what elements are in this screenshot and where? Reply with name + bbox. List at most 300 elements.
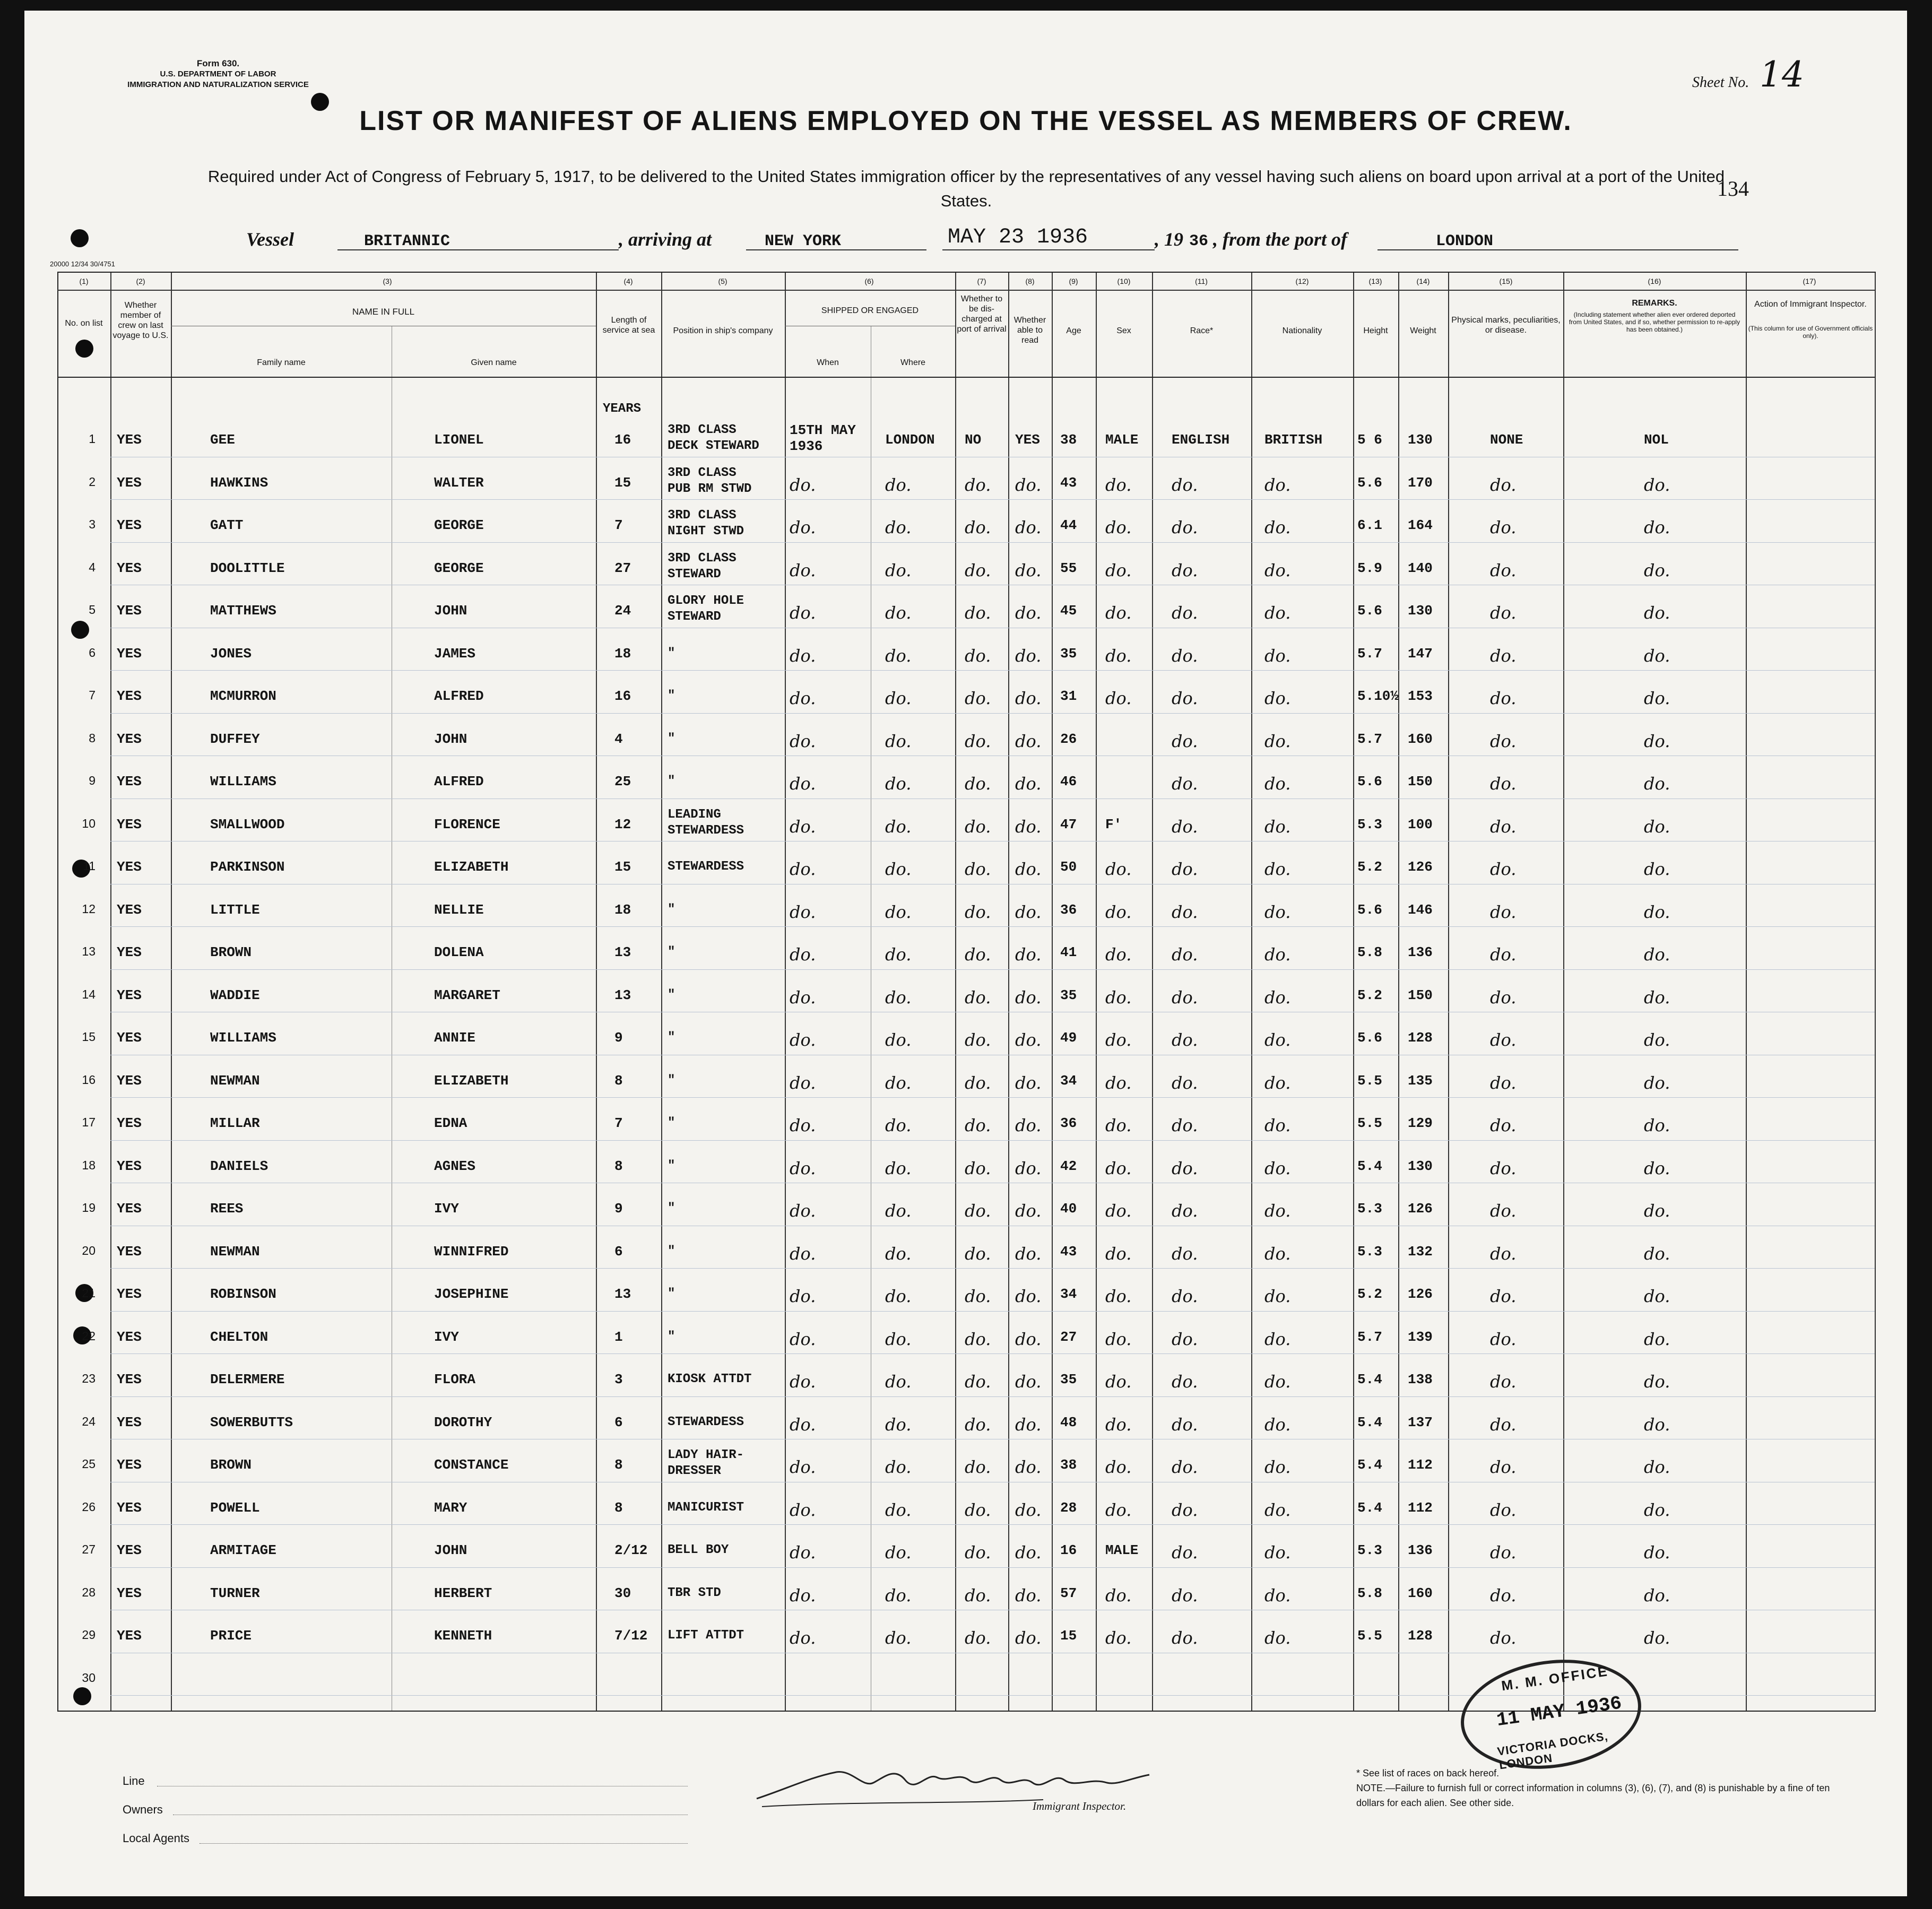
years-label: YEARS — [603, 402, 642, 416]
cell-remarks: do. — [1644, 987, 1670, 1008]
col-number: (7) — [977, 277, 986, 285]
cell-race: do. — [1172, 1457, 1198, 1477]
header-race: Race* — [1190, 326, 1214, 335]
cell-given: ANNIE — [434, 1030, 476, 1046]
cell-nat: do. — [1264, 1243, 1291, 1264]
cell-prev: YES — [117, 1329, 142, 1345]
cell-where: do. — [885, 1372, 912, 1392]
cell-family: LITTLE — [210, 901, 260, 918]
cell-read: do. — [1015, 901, 1042, 922]
col-number: (8) — [1025, 277, 1035, 285]
cell-height: 5.5 — [1357, 1072, 1382, 1089]
cell-disch: do. — [965, 1030, 991, 1050]
row-number: 17 — [82, 1115, 96, 1129]
cell-service: 1 — [614, 1329, 623, 1345]
cell-position: " — [668, 945, 675, 959]
cell-read: do. — [1015, 1286, 1042, 1306]
row-number: 5 — [89, 603, 96, 617]
cell-sex: do. — [1105, 1499, 1132, 1520]
cell-family: TURNER — [210, 1585, 260, 1601]
cell-where: do. — [885, 859, 912, 879]
cell-read: do. — [1015, 645, 1042, 666]
cell-where: do. — [885, 1243, 912, 1264]
cell-nat: do. — [1264, 1158, 1291, 1178]
cell-prev: YES — [117, 901, 142, 918]
row-number: 27 — [82, 1542, 96, 1556]
cell-disch: do. — [965, 731, 991, 751]
cell-given: CONSTANCE — [434, 1457, 509, 1473]
cell-phys: do. — [1490, 1329, 1517, 1349]
cell-position: " — [668, 774, 675, 788]
header-sex: Sex — [1116, 326, 1131, 335]
row-number: 22 — [82, 1329, 96, 1343]
col-number: (12) — [1295, 277, 1309, 285]
cell-family: NEWMAN — [210, 1243, 260, 1260]
cell-service: 27 — [614, 560, 631, 576]
cell-remarks: do. — [1644, 1542, 1670, 1563]
sheet-number: 14 — [1760, 54, 1804, 95]
cell-race: do. — [1172, 1072, 1198, 1093]
cell-sex: do. — [1105, 944, 1132, 965]
cell-service: 9 — [614, 1030, 623, 1046]
header-length-service: Length of service at sea — [602, 316, 655, 335]
row-number: 2 — [89, 474, 96, 489]
cell-sex: do. — [1105, 1072, 1132, 1093]
cell-service: 7 — [614, 517, 623, 533]
cell-height: 5.6 — [1357, 901, 1382, 918]
cell-height: 5.3 — [1357, 1542, 1382, 1558]
cell-where: do. — [885, 1030, 912, 1050]
cell-nat: do. — [1264, 1542, 1291, 1563]
col-number: (16) — [1648, 277, 1661, 285]
cell-nat: do. — [1264, 816, 1291, 837]
cell-where: do. — [885, 1201, 912, 1221]
cell-weight: 138 — [1408, 1372, 1433, 1387]
cell-disch: do. — [965, 1286, 991, 1306]
cell-weight: 132 — [1408, 1243, 1433, 1260]
cell-remarks: do. — [1644, 901, 1670, 922]
cell-prev: YES — [117, 432, 142, 448]
cell-race: do. — [1172, 1414, 1198, 1435]
cell-remarks: do. — [1644, 1585, 1670, 1606]
cell-position: STEWARD — [668, 610, 721, 624]
cell-weight: 126 — [1408, 859, 1433, 875]
cell-position: 3RD CLASS — [668, 551, 737, 566]
cell-when: do. — [790, 645, 816, 666]
cell-nat: do. — [1264, 1499, 1291, 1520]
header-position: Position in ship's company — [673, 326, 773, 335]
cell-disch: do. — [965, 1628, 991, 1648]
cell-position: " — [668, 1287, 675, 1301]
cell-race: do. — [1172, 987, 1198, 1008]
cell-position: " — [668, 1073, 675, 1088]
cell-position: " — [668, 1158, 675, 1173]
header-nationality: Nationality — [1282, 326, 1322, 335]
cell-position: BELL BOY — [668, 1543, 729, 1557]
row-number: 16 — [82, 1072, 96, 1087]
cell-given: FLORENCE — [434, 816, 500, 832]
header-family-name: Family name — [257, 358, 306, 367]
cell-remarks: do. — [1644, 1115, 1670, 1135]
cell-disch: do. — [965, 1115, 991, 1135]
cell-phys: do. — [1490, 645, 1517, 666]
cell-nat: do. — [1264, 731, 1291, 751]
col-number: (15) — [1499, 277, 1513, 285]
cell-where: do. — [885, 1542, 912, 1563]
cell-age: 43 — [1060, 1243, 1077, 1260]
row-number: 23 — [82, 1372, 96, 1385]
cell-phys: do. — [1490, 1499, 1517, 1520]
cell-race: do. — [1172, 688, 1198, 708]
cell-family: WADDIE — [210, 987, 260, 1003]
cell-read: do. — [1015, 1158, 1042, 1178]
cell-service: 7 — [614, 1115, 623, 1131]
line-label: Line — [123, 1774, 145, 1787]
col-number: (10) — [1117, 277, 1131, 285]
cell-age: 35 — [1060, 1372, 1077, 1387]
cell-weight: 135 — [1408, 1072, 1433, 1089]
cell-remarks: do. — [1644, 1030, 1670, 1050]
cell-read: do. — [1015, 560, 1042, 580]
cell-race: do. — [1172, 859, 1198, 879]
cell-sex: do. — [1105, 1115, 1132, 1135]
cell-read: do. — [1015, 944, 1042, 965]
cell-prev: YES — [117, 1542, 142, 1558]
cell-age: 36 — [1060, 1115, 1077, 1131]
cell-weight: 136 — [1408, 1542, 1433, 1558]
cell-age: 16 — [1060, 1542, 1077, 1558]
cell-given: HERBERT — [434, 1585, 492, 1601]
cell-family: PRICE — [210, 1628, 252, 1644]
cell-service: 16 — [614, 432, 631, 448]
cell-remarks: do. — [1644, 816, 1670, 837]
cell-position: 3RD CLASS — [668, 465, 737, 480]
cell-weight: 140 — [1408, 560, 1433, 576]
cell-height: 6.1 — [1357, 517, 1382, 533]
cell-position: 3RD CLASS — [668, 508, 737, 523]
cell-when: do. — [790, 1499, 816, 1520]
cell-disch: do. — [965, 1372, 991, 1392]
cell-family: POWELL — [210, 1499, 260, 1516]
cell-disch: do. — [965, 645, 991, 666]
cell-prev: YES — [117, 1499, 142, 1516]
cell-when: do. — [790, 901, 816, 922]
cell-disch: do. — [965, 688, 991, 708]
cell-prev: YES — [117, 560, 142, 576]
cell-family: BROWN — [210, 944, 252, 960]
cell-sex: do. — [1105, 859, 1132, 879]
cell-position: LADY HAIR- — [668, 1448, 744, 1462]
cell-service: 16 — [614, 688, 631, 704]
cell-height: 5.4 — [1357, 1414, 1382, 1430]
cell-disch: do. — [965, 987, 991, 1008]
cell-where: do. — [885, 1115, 912, 1135]
cell-phys: do. — [1490, 944, 1517, 965]
arriving-label: , arriving at — [619, 229, 712, 250]
cell-service: 6 — [614, 1414, 623, 1430]
cell-prev: YES — [117, 1286, 142, 1302]
cell-remarks: do. — [1644, 517, 1670, 537]
cell-age: 47 — [1060, 816, 1077, 832]
cell-sex: do. — [1105, 1457, 1132, 1477]
col-number: (9) — [1069, 277, 1078, 285]
cell-weight: 128 — [1408, 1628, 1433, 1644]
header-remarks: REMARKS. — [1632, 299, 1677, 308]
cell-when: do. — [790, 1158, 816, 1178]
cell-height: 5.7 — [1357, 645, 1382, 662]
cell-given: IVY — [434, 1201, 459, 1217]
cell-prev: YES — [117, 859, 142, 875]
col-number: (3) — [383, 277, 392, 285]
cell-sex: do. — [1105, 987, 1132, 1008]
cell-when: do. — [790, 1628, 816, 1648]
cell-height: 5.5 — [1357, 1115, 1382, 1131]
cell-position: " — [668, 987, 675, 1002]
cell-prev: YES — [117, 1072, 142, 1089]
batch-number: 134 — [1717, 177, 1749, 201]
cell-age: 26 — [1060, 731, 1077, 747]
cell-disch: do. — [965, 859, 991, 879]
cell-given: MARGARET — [434, 987, 500, 1003]
inspector-label: Immigrant Inspector. — [1033, 1800, 1127, 1812]
cell-when: do. — [790, 1542, 816, 1563]
cell-age: 55 — [1060, 560, 1077, 576]
cell-race: do. — [1172, 774, 1198, 794]
cell-remarks: do. — [1644, 688, 1670, 708]
owners-label: Owners — [123, 1803, 163, 1816]
cell-family: GATT — [210, 517, 244, 533]
cell-service: 12 — [614, 816, 631, 832]
cell-height: 5.4 — [1357, 1158, 1382, 1174]
header-action-note: (This column for use of Government officials only). — [1748, 325, 1873, 340]
cell-when: 1936 — [790, 438, 823, 454]
cell-when: do. — [790, 517, 816, 537]
cell-age: 35 — [1060, 645, 1077, 662]
col-number: (5) — [718, 277, 727, 285]
cell-height: 5.6 — [1357, 1030, 1382, 1046]
year-label: , 19 — [1155, 229, 1183, 250]
cell-prev: YES — [117, 1628, 142, 1644]
cell-read: do. — [1015, 1628, 1042, 1648]
cell-race: do. — [1172, 1329, 1198, 1349]
row-number: 26 — [82, 1499, 96, 1514]
cell-prev: YES — [117, 474, 142, 491]
cell-height: 5.10½ — [1357, 688, 1399, 704]
cell-race: do. — [1172, 474, 1198, 495]
cell-position: 3RD CLASS — [668, 423, 737, 437]
header-name-in-full: NAME IN FULL — [352, 307, 415, 317]
cell-remarks: do. — [1644, 1158, 1670, 1178]
cell-family: DELERMERE — [210, 1372, 285, 1387]
cell-given: ELIZABETH — [434, 859, 509, 875]
cell-height: 5.4 — [1357, 1499, 1382, 1516]
cell-where: do. — [885, 1329, 912, 1349]
cell-position: KIOSK ATTDT — [668, 1372, 752, 1386]
cell-when: do. — [790, 1585, 816, 1606]
cell-race: ENGLISH — [1172, 432, 1230, 448]
cell-when: do. — [790, 859, 816, 879]
cell-read: do. — [1015, 1115, 1042, 1135]
cell-when: do. — [790, 1243, 816, 1264]
row-number: 30 — [82, 1670, 96, 1685]
cell-phys: do. — [1490, 1585, 1517, 1606]
cell-prev: YES — [117, 816, 142, 832]
cell-position: TBR STD — [668, 1585, 721, 1600]
cell-sex: do. — [1105, 1585, 1132, 1606]
cell-weight: 136 — [1408, 944, 1433, 960]
cell-when: do. — [790, 1201, 816, 1221]
cell-weight: 164 — [1408, 517, 1433, 533]
cell-family: CHELTON — [210, 1329, 268, 1345]
cell-where: do. — [885, 774, 912, 794]
cell-when: 15TH MAY — [790, 422, 856, 438]
cell-height: 5.4 — [1357, 1457, 1382, 1473]
cell-sex: do. — [1105, 1372, 1132, 1392]
row-number: 9 — [89, 774, 96, 787]
cell-race: do. — [1172, 1201, 1198, 1221]
cell-service: 15 — [614, 474, 631, 491]
cell-race: do. — [1172, 731, 1198, 751]
cell-service: 8 — [614, 1158, 623, 1174]
cell-nat: do. — [1264, 1286, 1291, 1306]
col-number: (11) — [1195, 277, 1208, 285]
cell-when: do. — [790, 1457, 816, 1477]
cell-nat: do. — [1264, 1414, 1291, 1435]
stamp-office: M. M. OFFICE — [1500, 1663, 1610, 1694]
cell-when: do. — [790, 688, 816, 708]
cell-remarks: do. — [1644, 1286, 1670, 1306]
cell-nat: do. — [1264, 774, 1291, 794]
cell-age: 40 — [1060, 1201, 1077, 1217]
cell-nat: do. — [1264, 1628, 1291, 1648]
cell-where: do. — [885, 1286, 912, 1306]
cell-age: 36 — [1060, 901, 1077, 918]
cell-position: " — [668, 689, 675, 703]
cell-position: STEWARD — [668, 567, 721, 582]
cell-age: 49 — [1060, 1030, 1077, 1046]
header-weight: Weight — [1410, 326, 1436, 335]
cell-race: do. — [1172, 517, 1198, 537]
header-age: Age — [1066, 326, 1081, 335]
cell-disch: do. — [965, 560, 991, 580]
cell-age: 35 — [1060, 987, 1077, 1003]
cell-race: do. — [1172, 816, 1198, 837]
cell-age: 45 — [1060, 603, 1077, 619]
cell-given: KENNETH — [434, 1628, 492, 1644]
cell-family: WILLIAMS — [210, 774, 276, 789]
cell-age: 27 — [1060, 1329, 1077, 1345]
cell-prev: YES — [117, 731, 142, 747]
cell-weight: 137 — [1408, 1414, 1433, 1430]
local-agents-label: Local Agents — [123, 1832, 189, 1845]
cell-prev: YES — [117, 1457, 142, 1473]
cell-where: do. — [885, 645, 912, 666]
cell-service: 18 — [614, 645, 631, 662]
cell-disch: do. — [965, 1414, 991, 1435]
cell-when: do. — [790, 987, 816, 1008]
cell-family: GEE — [210, 432, 235, 448]
cell-disch: do. — [965, 474, 991, 495]
cell-height: 5.5 — [1357, 1628, 1382, 1644]
cell-given: NELLIE — [434, 901, 484, 918]
cell-service: 4 — [614, 731, 623, 747]
cell-where: do. — [885, 1628, 912, 1648]
cell-disch: do. — [965, 517, 991, 537]
cell-height: 5.7 — [1357, 1329, 1382, 1345]
cell-where: do. — [885, 1457, 912, 1477]
cell-service: 13 — [614, 987, 631, 1003]
cell-prev: YES — [117, 944, 142, 960]
cell-when: do. — [790, 1072, 816, 1093]
header-action: Action of Immigrant Inspector. — [1754, 300, 1867, 309]
cell-when: do. — [790, 944, 816, 965]
cell-read: do. — [1015, 474, 1042, 495]
cell-service: 15 — [614, 859, 631, 875]
manifest-page — [24, 11, 1907, 1896]
cell-remarks: do. — [1644, 1499, 1670, 1520]
cell-weight: 112 — [1408, 1499, 1433, 1516]
header-given-name: Given name — [471, 358, 517, 367]
cell-remarks: do. — [1644, 1372, 1670, 1392]
cell-age: 50 — [1060, 859, 1077, 875]
cell-position: DECK STEWARD — [668, 439, 759, 453]
cell-weight: 147 — [1408, 645, 1433, 662]
cell-age: 15 — [1060, 1628, 1077, 1644]
cell-nat: do. — [1264, 987, 1291, 1008]
cell-remarks: do. — [1644, 1243, 1670, 1264]
cell-given: GEORGE — [434, 560, 484, 576]
cell-family: JONES — [210, 645, 252, 662]
cell-weight: 130 — [1408, 1158, 1433, 1174]
cell-given: AGNES — [434, 1158, 476, 1174]
cell-weight: 146 — [1408, 901, 1433, 918]
cell-given: JOHN — [434, 1542, 467, 1558]
row-number: 12 — [82, 901, 96, 916]
header-read: Whether able to read — [1013, 316, 1046, 345]
cell-remarks: do. — [1644, 645, 1670, 666]
cell-phys: do. — [1490, 517, 1517, 537]
cell-family: ARMITAGE — [210, 1542, 276, 1558]
cell-given: JOHN — [434, 603, 467, 619]
cell-family: WILLIAMS — [210, 1030, 276, 1046]
cell-nat: do. — [1264, 1030, 1291, 1050]
header-where: Where — [900, 358, 926, 367]
cell-phys: do. — [1490, 1158, 1517, 1178]
cell-given: ELIZABETH — [434, 1072, 509, 1089]
cell-age: 43 — [1060, 474, 1077, 491]
header-no-on-list: No. on list — [65, 319, 103, 328]
cell-where: do. — [885, 474, 912, 495]
cell-height: 5.3 — [1357, 1201, 1382, 1217]
cell-given: DOLENA — [434, 944, 484, 960]
cell-weight: 112 — [1408, 1457, 1433, 1473]
cell-where: do. — [885, 816, 912, 837]
cell-given: JAMES — [434, 645, 476, 662]
cell-race: do. — [1172, 1499, 1198, 1520]
cell-read: do. — [1015, 1585, 1042, 1606]
cell-service: 8 — [614, 1457, 623, 1473]
cell-nat: do. — [1264, 1329, 1291, 1349]
cell-race: do. — [1172, 944, 1198, 965]
cell-when: do. — [790, 731, 816, 751]
cell-race: do. — [1172, 560, 1198, 580]
cell-disch: do. — [965, 1457, 991, 1477]
cell-sex: do. — [1105, 1329, 1132, 1349]
cell-given: GEORGE — [434, 517, 484, 533]
cell-where: do. — [885, 1585, 912, 1606]
row-number: 8 — [89, 731, 96, 745]
cell-weight: 150 — [1408, 774, 1433, 789]
